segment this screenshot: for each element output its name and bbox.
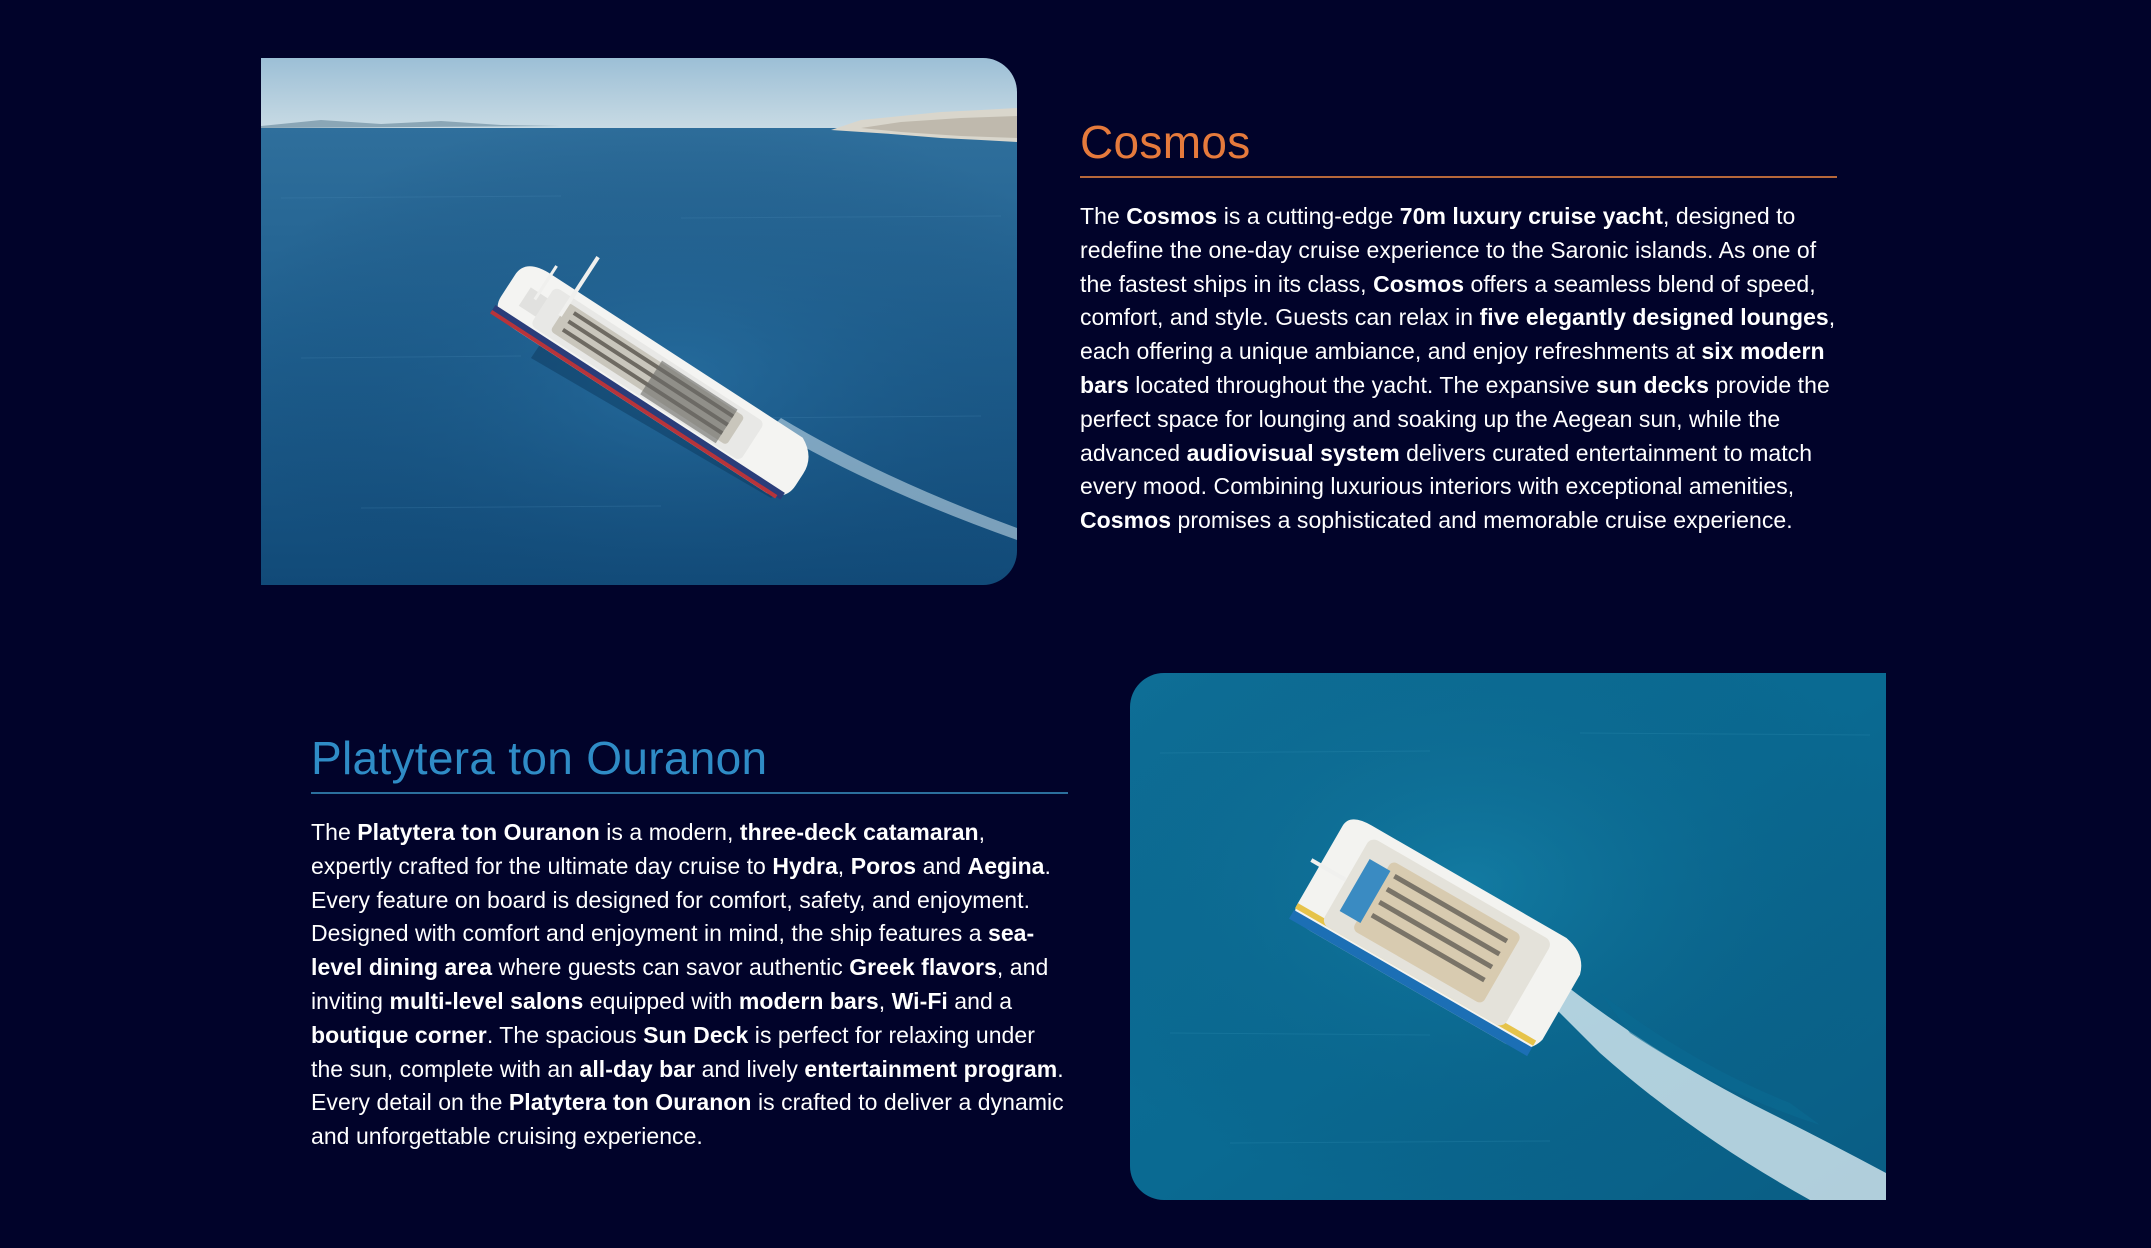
cosmos-description-segment: Cosmos: [1373, 270, 1465, 297]
cosmos-description-segment: provide the perfect space for lounging and soaking up the Aegean sun, while the advanced: [1080, 371, 1830, 466]
platytera-description-segment: ,: [878, 987, 892, 1014]
platytera-description-segment: and: [916, 852, 968, 879]
platytera-description-segment: Poros: [850, 852, 917, 879]
platytera-description-segment: is crafted to deliver a dynamic and unforgettable cruising experience.: [311, 1089, 1064, 1150]
cosmos-photo-illustration: [261, 58, 1017, 585]
cosmos-description-segment: Cosmos: [1080, 507, 1172, 534]
platytera-description-segment: ,: [837, 852, 851, 879]
cosmos-description-segment: offers a seamless blend of speed, comfort, and style. Guests can relax in: [1080, 270, 1816, 331]
cosmos-description-segment: delivers curated entertainment to match every mood. Combining luxurious interiors with exceptional amenities,: [1080, 439, 1813, 500]
platytera-description-segment: Platytera ton Ouranon: [508, 1089, 752, 1116]
platytera-description-segment: entertainment program: [804, 1055, 1058, 1082]
cosmos-description: [1080, 200, 1837, 538]
platytera-description: [311, 816, 1068, 1154]
platytera-description-segment: Wi-Fi: [891, 987, 948, 1014]
platytera-description-segment: is perfect for relaxing under the sun, complete with an: [311, 1021, 1035, 1082]
platytera-description-segment: Platytera ton Ouranon: [357, 819, 600, 845]
platytera-description-segment: . Every detail on the: [311, 1055, 1064, 1116]
platytera-description-segment: is a modern,: [599, 819, 740, 845]
platytera-description-segment: Greek flavors: [849, 954, 997, 981]
cosmos-description-segment: The: [1080, 203, 1127, 229]
platytera-description-segment: boutique corner: [311, 1021, 487, 1048]
platytera-description-segment: The: [311, 819, 358, 845]
cosmos-description-segment: , designed to redefine the one-day cruise experience to the Saronic islands. As one of the fastest ships in its class,: [1080, 203, 1817, 297]
cosmos-description-segment: five elegantly designed lounges: [1479, 304, 1829, 331]
platytera-description-segment: sea-level dining area: [311, 920, 1035, 981]
cosmos-ship-photo: [261, 58, 1017, 585]
cosmos-info: [1080, 112, 1837, 538]
platytera-description-segment: multi-level salons: [389, 987, 584, 1014]
platytera-description-segment: . Every feature on board is designed for comfort, safety, and enjoyment. Designed with comfort and enjoyment in mind, the ship features a: [311, 852, 1051, 947]
platytera-description-segment: modern bars: [738, 987, 879, 1014]
platytera-description-segment: and lively: [695, 1055, 805, 1082]
platytera-description-segment: . The spacious: [486, 1021, 644, 1048]
platytera-description-segment: equipped with: [583, 987, 739, 1014]
platytera-info: [311, 728, 1068, 1154]
cosmos-description-segment: sun decks: [1596, 371, 1709, 398]
cosmos-description-segment: Cosmos: [1126, 203, 1218, 229]
platytera-description-segment: and a: [947, 987, 1013, 1014]
platytera-photo-illustration: [1130, 673, 1886, 1200]
platytera-description-segment: Aegina: [967, 852, 1045, 879]
cosmos-description-segment: audiovisual system: [1186, 439, 1400, 466]
cosmos-title: Cosmos: [1080, 112, 1837, 178]
cosmos-description-segment: promises a sophisticated and memorable cruise experience.: [1171, 507, 1793, 534]
platytera-description-segment: where guests can savor authentic: [492, 954, 850, 981]
platytera-description-segment: three-deck catamaran: [739, 819, 979, 845]
cosmos-description-segment: 70m luxury cruise yacht: [1399, 203, 1664, 229]
platytera-title: Platytera ton Ouranon: [311, 728, 1068, 794]
platytera-ship-photo: [1130, 673, 1886, 1200]
platytera-description-segment: Hydra: [772, 852, 838, 879]
cosmos-description-segment: , each offering a unique ambiance, and enjoy refreshments at: [1080, 304, 1836, 365]
platytera-description-segment: Sun Deck: [643, 1021, 749, 1048]
platytera-description-segment: , expertly crafted for the ultimate day cruise to: [311, 819, 986, 879]
platytera-description-segment: , and inviting: [311, 954, 1049, 1014]
cosmos-description-segment: is a cutting-edge: [1217, 203, 1400, 229]
cosmos-description-segment: six modern bars: [1080, 338, 1825, 398]
platytera-description-segment: all-day bar: [579, 1055, 696, 1082]
cosmos-description-segment: located throughout the yacht. The expansive: [1128, 371, 1597, 398]
